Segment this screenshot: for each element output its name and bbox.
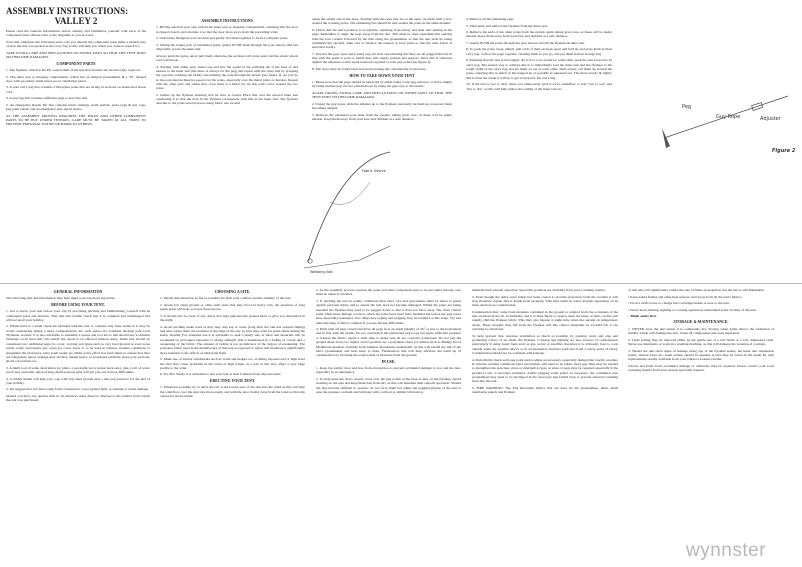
paragraph: TAKE EXTRA CARE AND PRECAUTIONS ON WINDY DAYS SO THAT THE TENT DOES NOT BECOME DAMAGED.: [6, 50, 146, 60]
paragraph: Your tent comprises the following parts: (As you unpack the component parts make a mental note of how the tent was packed in the carry bag as this will help you when you come to repack it.): [6, 39, 146, 49]
paragraph: 2. Avoid low lying ground or other such areas that may flood in heavy rain, the presence of long green grass will help you spot these places.: [160, 302, 305, 312]
paragraph: 7. Gently PUSH the poles through the pole sleeves in both the flysheet & inner tent.: [466, 40, 586, 45]
paragraph: 2. Light soiling may be removed either by the gentle use of a soft brush or a soft, dampened cloth. Never use detergents or wash in a washing machine, as this will damage the waterproof coatings.: [628, 337, 774, 347]
brand-logo: wynnster: [686, 540, 767, 561]
section-heading: COMPONENT PARTS: [56, 61, 96, 66]
section-heading: ASSEMBLY INSTRUCTIONS: [201, 19, 253, 23]
paragraph: maintain their smooth operation. Specialist products are available from your Camping retailer.: [472, 288, 606, 292]
paragraph: 4. Pitch with all pegs closed and drive all pegs in at an angle (ideally of 45° or less to the horizontal) and in line with the seams. Do not overstretch the elasticated peg loops but apply sufficient pressure to tension the fabric; spend a little time to make sure all are correctly positioned. Do not peg the ground sheet down too tightly and if possible lay a polythene sheet (or similar such as Bumpy Proof Membrane material available from builders merchants) underneath, as this will extend the life of the tent's groundsheet and help keep it clean. Furthermore this will help alleviate the build up of condensation by blocking the evaporation of moisture from the ground.: [316, 327, 461, 358]
paragraph: 4. Periodically check each peg point and re adjust as necessary, especially during/after stormy weather. In adverse weather conditions extra precautions will need to be taken; more guy lines may be needed to strengthen the structure; more or alternative types or sizes of pegs may be required especially if the ground is soft or becomes saturated, double pegging some points as necessary, the communal area groundsheet may need to be unclipped in the doorways and folded back to prevent rainwater running back into the tent.: [472, 357, 618, 384]
paragraph: 1. The flysheet, which is the PU coated shell of the tent that features the attached guy ropes etc.: [6, 67, 142, 72]
paragraph: 3. A pole carry bag that contains 2 fibreglass poles that are strung in sections on elasticated shock cord.: [6, 85, 146, 94]
assembly-sheet: [0, 0, 802, 283]
document-title: ASSEMBLY INSTRUCTIONS:: [6, 6, 129, 16]
top-column-4: [466, 17, 612, 93]
bottom-col1-body: [6, 290, 150, 403]
paragraph: The following tips and information may help make your trip more enjoyable.: [6, 296, 116, 301]
paragraph: 5. We suggest that you have some form of insurance cover against theft, accidental or storm damage.: [6, 387, 149, 392]
paragraph: 1. NEVER store the tent unless it is completely dry. Storing when damp allows the formation of mildew which will damage the tent. Clean all components and store separately.: [628, 326, 774, 336]
bottom-column-4: [472, 288, 618, 397]
paragraph: 8. To pack the poles away, simply pull each of their sections apart and fold up and store them in their carry bag. Collect the pegs together, cleaning them as you go, and put them in their storage bag.: [466, 47, 612, 56]
fig2-label-peg: Peg: [682, 104, 692, 110]
model-name: VALLEY 2: [54, 16, 98, 26]
top-col4-body: [466, 17, 612, 91]
paragraph: 6. Check that the tent's position is acceptable, adjusting if necessary and then start putting in the pegs. Remember to angle the pegs away from the tent. This must be done systematically starting with the four corners followed by the tabs along the groundsheet so that the tent ends up being symmetrically pitched. Take care to balance the tension at each point so that the tents fabric is stretched evenly.: [312, 27, 452, 50]
paragraph: To help prevent this, increase ventilation as much as possible by opening vents and zips and promoting a flow of air under the flysheet. Cooking and lighting are also sources of condensation particularly if using fossil fuels such as gas, petrol or paraffin; therefore it is obviously best to cook outside when the weather allows or in an alternative structure (and also from a safety point of view). Condensation should not be confused with leakage.: [472, 333, 618, 356]
paragraph: 4. A peg bag that contains sufficient pegs to erect the tent.: [6, 96, 88, 101]
paragraph: 3. Remove the extension pole ends from the eyelets, taking great care, as these will be under tension. Keep them away from your face and children at a safe distance.: [312, 112, 452, 121]
bottom-col5-body: [628, 288, 774, 372]
paragraph: 3. Taking the longer pair of assembled poles, gently PUSH them through the pole sleeves that run diagonally across the inner tent.: [156, 42, 298, 52]
paragraph: 4. Remove all the remaining pegs: [466, 17, 514, 21]
figure-2-guy-rope: [656, 88, 796, 158]
paragraph: AS THE ASSEMBLY PROCESS REQUIRES THE POLES AND OTHER COMPONENT PARTS TO BE PUT UNDER TENSION, CARE MUST BE TAKEN AT ALL TIMES TO PREVENT PERSONAL INJURY OR HARM TO OTHERS.: [6, 113, 146, 127]
paragraph: Condensation may come from moisture contained in the ground or expired from the occupants of the tent and held in the air as humidity, and it is most likely to appear upon the inner of tents, as this will rapidly chill the flysheet fabric. This may also happen at night time when the outside air temperature drops. These droplets may fall from the flysheet and this cannot altogether be avoided but it can certainly be alleviated.: [472, 309, 618, 332]
paragraph: 2. The inner tent or sleeping compartment, which has an integral groundsheet & a "D", shaped door with secondary mesh insect proof ventilation panel.: [6, 74, 146, 83]
paragraph: 2. To help keep the doors closed, cross over the peg points at the base of zips on the flysheet. Avoid treading on the zips and keep them free from dirt, as this will maintain their smooth operation. Should the zips become difficult to operate; do not force them but adjust the pegging/guying of the tent to ease the pressure on them and lubricate with a silicon or similar lubricant to: [316, 376, 461, 394]
section-heading: HOW TO TAKE DOWN YOUR TENT: [349, 73, 415, 78]
paragraph: AGAIN TAKING EXTRA CARE AND PRECAUTIONS ON WINDY DAYS SO THAT THE TENT DOES NOT BECOME DAMAGED.: [312, 90, 452, 100]
bottom-col2-body: [160, 290, 305, 398]
fig2-caption: Figure 2: [772, 148, 796, 154]
section-heading: IN USE.: [381, 359, 396, 364]
paragraph: of this tent will significantly reduce the rate of flame propagation, but the tent is still flammable.: [628, 288, 765, 292]
paragraph: along the seams and at the apex. Starting with the ones that are at the apex, tie them with a bow around the crossing poles. The remaining ties should be tied around the poles in the same manner.: [312, 17, 452, 26]
paragraph: Should you have any queries then in all instances these must be directed to the retailer from whom the tent was purchased.: [6, 394, 150, 403]
paragraph: 5. Gather up the flysheet ensuring that its door is closed. Place this over the erected inner tent orientating it so that the door in the flysheet corresponds with that in the inner tent. The flysheet attaches to the poles several places using fabric ties located: [156, 92, 298, 106]
paragraph: 2. Unpeg the guy ropes, slide the adjuster up to the flysheet and neatly tie them up to prevent them becoming tangled.: [312, 101, 452, 110]
fig2-label-adjuster: Adjuster: [760, 116, 781, 122]
peg-icon: [662, 128, 670, 148]
paragraph: 5. An emergency Repair Kit that contains fabric cuttings, seam sealant, spare pegs & guy rope, peg point elastic and an emergency pole repair sleeve.: [6, 102, 146, 112]
paragraph: 6. For Fire Safety it is advisable to site your tent at least 6 metres from adjacent tents.: [160, 372, 282, 377]
general-information-sheet: [0, 284, 802, 567]
paragraph: 1. Ideally this should be as flat as possible for both your comfort and the stability of the tent.: [160, 296, 292, 301]
top-col3-body: [312, 17, 452, 121]
paragraph: 8. The doors may be rolled back and secured using the conveniently located ties.: [312, 67, 427, 71]
paragraph: 7. Unravel the guy ropes and loosely peg out each one ensuring that they are all pegged directly in line with the seam or pole to which they will supply tension and support. Once this is achieved tighten the adjusters so that equal tension is applied to each guy point (see figure 2).: [312, 51, 452, 65]
top-column-1: [6, 6, 146, 129]
paragraph: 6. Remove the ends of the other poles from the eyelets again taking great care, as these will be under tension. Keep them away from your face and children at a safe distance.: [466, 30, 612, 39]
top-column-3: [312, 17, 452, 123]
paragraph: Please read the General Information before starting and familiarise yourself with each of the component parts. Please refer to the diagrams as you proceed.: [6, 29, 146, 38]
top-col2-body: [156, 19, 298, 106]
bottom-column-5: [628, 288, 774, 375]
paragraph: 1. Having selected your site, unfold the inner tent or sleeping compartment, ensuring that the door is zipped closed, and orientate it so that the door faces away from the prevailing wind.: [156, 25, 298, 34]
section-heading: ERECTING YOUR TENT.: [209, 378, 256, 383]
figure-1-pole-insertion: [300, 142, 396, 276]
paragraph: 5. Then untie and remove the flysheet from the inner tent.: [466, 23, 548, 28]
paragraph: 1. Keep the exit(s) clear and free from obstruction to prevent accidental damage to you and the tent, especially in an emergency.: [316, 366, 461, 375]
paragraph: 3. If pitching the tent in windy conditions then extra care and precautions must be taken to guard against personal injury and to ensure the tent does not become damaged. Whilst the poles are being installed the flysheet may need to be pegged down so that it does not blow away. The most critical point when most damage occurs is when the poles have been fully installed but before the guy ropes have been fully tensioned. Two temporary peging and pegging may be required at this stage. Try and enlist the help of fellow campers if you are having difficulties.: [316, 298, 461, 325]
top-column-2: [156, 17, 298, 108]
paragraph: 2. Unfold the fibreglass pole sections and gently slot them together to form 2 complete poles.: [156, 36, 289, 41]
fig2-label-guy-rope: Guy Rope: [716, 114, 741, 120]
paragraph: 3. A multi tool of some description (or pliers, a pen knife and a junior hack saw), plus a roll of water proof tape and some quick drying, multi-purpose glue will get you out of most difficulties.: [6, 365, 150, 375]
section-heading: CHOOSING A SITE.: [214, 290, 251, 294]
paragraph: 1. Please note that the pegs should be extracted by either using a tent peg extractor or more simply by using another peg. Do not pull them out by using the guy rope or the elastic.: [312, 79, 452, 89]
paragraph: 9. Ensuring that the tent is thoroughly dry if it is to be stored for some time, pack the tent away into its carry bag. The easiest way to achieve this is to individually fold the inner tent and the flysheet to the rough width of the carry bag and lay them on top of each other. Then slowly roll them up around the poles, ensuring that as much of the trapped air as possible is squeezed out. The more slowly & tightly this is done the easier it will be to get it back into the carry bag.: [466, 58, 612, 80]
paragraph: 1. Get to know your tent before your trip by practising pitching and familiarising yourself with its component parts and features. This will also double check that it is complete and undamaged and will not spoil your holiday.: [6, 309, 150, 322]
bottom-col4-body: [472, 288, 618, 395]
paragraph: 1. Whenever possible try to pitch the tail or the lowest part of the tent into the wind as this will help the wind flow over the structure more easily, and with the door facing away from the wind so that rain cannot be blown inside.: [160, 385, 305, 398]
paragraph: 2. As the assembly process requires the poles and other component parts to be put under tension, care must be taken at all times.: [316, 288, 461, 297]
tent-edge: [304, 246, 390, 268]
section-heading: - Think safety first -: [628, 314, 659, 319]
sleeve-fold: [330, 182, 370, 205]
fig1-label-tab: Webbing tab: [310, 270, 333, 274]
section-heading: STORAGE & MAINTENANCE.: [673, 320, 729, 325]
section-heading: GENERAL INFORMATION: [53, 290, 103, 294]
paragraph: 2. Whilst there is a small repair kit included with the tent, it contains only basic items so it may be worth considering taking a more comprehensive kit; such spares are available through your local Wynnster stockist. It is also advisable to assemble a spares and tool kit so that should any accidental breakage occur then this will enable the repair to be effected without delay. Items that should be considered are: additional pegs (to cover: varying soil types such as very hard ground or even loose sandy soils); extra/spare guy ropes (to cover loose or to be used in adverse weather conditions to strengthen the structure); extra seam sealer (as whilst every effort has been taken to ensure that they are adequately taped, leakage may develop during heavy or prolonged rainfall); spare pole sections; shock cord elastic etc.: [6, 324, 150, 364]
paragraph: • Never leave heating, lighting or cooking appliances unattended in the vicinity of the tent.: [628, 307, 757, 312]
bottom-column-3: [316, 288, 461, 397]
paragraph: 4. Avoid pitching under trees as they may drip sap or water (long after the rain has stopped falling) and sites where there are branches at the edge of the day as your may wish for some shade during the hotter months. For extended use it is advisable to seek a shady site, as most tent materials will be weakened by prolonged exposure to strong sunlight; this is manifested in a fading of colour and a weakening of the fabric. The amount of fading is not an indicator of the degree of weakening. The polyester fabric used in the manufacture of this tent as opposed to nylon will moderate it significantly more resistant to the affects of ultraviolet light.: [160, 324, 305, 355]
paragraph: • Keep naked flames and other heat sources well away from all the tent's fabrics.: [628, 294, 743, 299]
top-col1-body: [6, 29, 146, 127]
paragraph: 5. FIRE WARNING: The Fire Retardant fabrics that are used for the groundsheet, inner, mesh ventilation panels and flysheet: [472, 385, 618, 395]
bottom-column-2: [160, 288, 305, 401]
paragraph: 4.Tears and holes from accidental damage or otherwise may be repaired. Please contact your local Camping retailer from your nearest specialist repairer.: [628, 363, 774, 373]
paragraph: 3. Even though the tent's outer fabric has been coated to provide protection from the weather it will stop moisture vapour that is inside from escaping. This may result in water droplets appearing on its inner surfaces as condensation.: [472, 294, 618, 308]
paragraph: 10. If the tent is wet or dirty when you temporarily pack it away remember to fold "wet to wet" and "dry to dry", as this will help reduce the soiling of the inner tent etc.: [466, 82, 612, 91]
bottom-col3-body: [316, 288, 461, 394]
paragraph: 3. Should the tent show signs of leakage along any of the flysheet seams, the inner tent suspension points, lantern loops etc, seam sealant should be applied. A tube may be found in the repair kit with replacements readily available from your Outdoor Leisure retailer.: [628, 348, 774, 362]
paragraph: 4. A rubber mallet will help you cope with very hard ground plus a tent peg extractor for the end of your holiday.: [6, 376, 150, 385]
paragraph: 4. Starting with either pole, insert one end into the eyelet in the webbing tab at the base of and nearest to the inner tent (the inner is always for the peg) and repeat with the other end by grasping the opposite webbing tab firmly and pushing the pole through the sleeve (see figure 1). As you do so the pole sleeves must be eased over the poles, especially over the metal joints or ferrules. Repeat with the other pole and where they cross there is a fabric tie; tie this with a bow around the two poles.: [156, 64, 298, 91]
fig1-label-sleeve: Fabric Sleeve: [362, 169, 386, 173]
paragraph: • Do not refill stoves or change fuel cartridges inside or near to the tent.: [628, 301, 730, 306]
paragraph: 3. It should also be clear of any object that may puncture the ground sheet or give you discomfort in the night.: [160, 313, 305, 323]
section-heading: BEFORE USING YOUR TENT.: [51, 302, 105, 307]
paragraph: Always push the poles, never pull them otherwise the sections will come apart and the elastic shock cord will break.: [156, 53, 298, 62]
bottom-column-1: [6, 288, 150, 405]
paragraph: 5. Make use of natural windbreaks such as walls and hedges etc, avoiding exposed and or high level site that may cause problems in the event of high winds, as a tent of this size offers a very large profile to the wind.: [160, 357, 305, 370]
